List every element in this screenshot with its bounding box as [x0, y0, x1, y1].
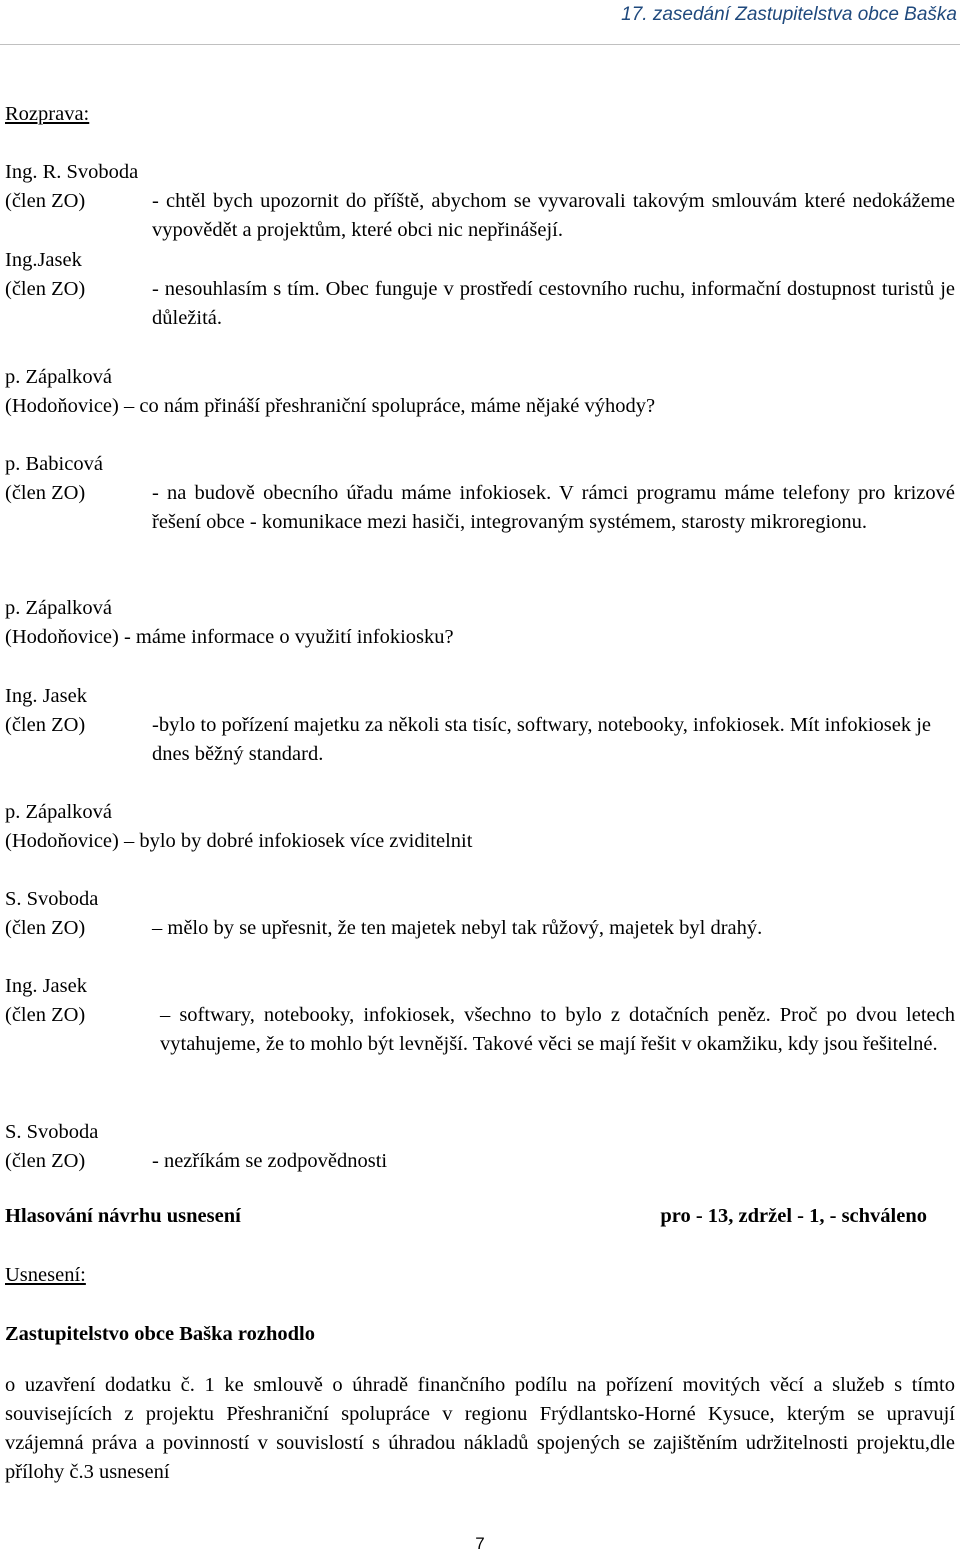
speaker-name: Ing. Jasek	[5, 685, 87, 707]
page-number: 7	[475, 1534, 485, 1553]
speaker-entry	[5, 246, 955, 333]
speaker-name: p. Babicová	[5, 453, 103, 475]
discussion-label: Rozprava:	[5, 103, 90, 125]
speaker-role: (člen ZO)	[5, 482, 86, 504]
speech-text: - nezříkám se zodpovědnosti	[152, 1150, 388, 1172]
speech-text: - chtěl bych upozornit do příště, abychom se vyvarovali takovým smlouvám které nedokážeme vypovědět a projektům, které obci nic nepřinášejí.	[152, 190, 955, 241]
speaker-role: (Hodoňovice)	[5, 830, 119, 852]
speaker-entry	[5, 972, 955, 1059]
resolution-text: o uzavření dodatku č. 1 ke smlouvě o úhradě finančního podílu na pořízení movitých věcí a služeb s tímto souvisejících z projektu Přeshraniční spolupráce v regionu Frýdlantsko-Horné Kysuce, kterým se upravují vzájemná práva a povinností v souvislostí s úhradou nákladů spojených se zajištěním udržitelnosti projektu,dle přílohy č.3 usnesení	[5, 1374, 955, 1483]
speech-text: – mělo by se upřesnit, že ten majetek nebyl tak růžový, majetek byl drahý.	[152, 917, 763, 939]
speaker-entry	[5, 450, 955, 537]
speaker-name: Ing.Jasek	[5, 249, 82, 271]
speaker-name: Ing. R. Svoboda	[5, 161, 139, 183]
speaker-name: Ing. Jasek	[5, 975, 87, 997]
speaker-entry	[5, 363, 955, 421]
vote-label: Hlasování návrhu usnesení	[5, 1205, 241, 1227]
speaker-role: (člen ZO)	[5, 1150, 86, 1172]
speaker-entry	[5, 594, 955, 652]
resolution-heading: Zastupitelstvo obce Baška rozhodlo	[5, 1323, 316, 1345]
speech-text: - na budově obecního úřadu máme infokiosek. V rámci programu máme telefony pro krizové řešení obce - komunikace mezi hasiči, integrovaným systémem, starosty mikroregionu.	[152, 482, 955, 533]
speech-text: – co nám přináší přeshraniční spolupráce, máme nějaké výhody?	[123, 395, 656, 417]
speaker-entry	[5, 682, 955, 769]
header-divider	[0, 44, 960, 45]
speaker-entry	[5, 1118, 955, 1176]
speaker-entry	[5, 885, 955, 943]
speech-text: -bylo to pořízení majetku za několi sta tisíc, softwary, notebooky, infokiosek. Mít infokiosek je dnes běžný standard.	[152, 714, 932, 765]
speech-text: - nesouhlasím s tím. Obec funguje v prostředí cestovního ruchu, informační dostupnost turistů je důležitá.	[152, 278, 955, 329]
vote-result: pro - 13, zdržel - 1, - schváleno	[660, 1205, 927, 1227]
speaker-role: (člen ZO)	[5, 278, 86, 300]
speaker-role: (člen ZO)	[5, 190, 86, 212]
speaker-name: p. Zápalková	[5, 597, 113, 619]
resolution-label: Usnesení:	[5, 1264, 86, 1286]
speech-text: – bylo by dobré infokiosek více zviditelnit	[123, 830, 473, 852]
speaker-name: p. Zápalková	[5, 801, 113, 823]
speech-text: - máme informace o využití infokiosku?	[123, 626, 454, 648]
speech-text: – softwary, notebooky, infokiosek, všechno to bylo z dotačních peněz. Proč po dvou letech vytahujeme, že to mohlo být levnější. Takové věci se mají řešit v okamžiku, kdy jsou řešitelné.	[160, 1004, 955, 1055]
vote-row	[5, 1205, 927, 1228]
speaker-name: S. Svoboda	[5, 888, 99, 910]
speaker-name: S. Svoboda	[5, 1121, 99, 1143]
speaker-role: (člen ZO)	[5, 714, 86, 736]
document-header-title: 17. zasedání Zastupitelstva obce Baška	[621, 4, 957, 25]
speaker-role: (člen ZO)	[5, 917, 86, 939]
speaker-role: (Hodoňovice)	[5, 395, 119, 417]
speaker-entry	[5, 158, 955, 245]
speaker-role: (Hodoňovice)	[5, 626, 119, 648]
speaker-role: (člen ZO)	[5, 1004, 86, 1026]
speaker-name: p. Zápalková	[5, 366, 113, 388]
speaker-entry	[5, 798, 955, 856]
